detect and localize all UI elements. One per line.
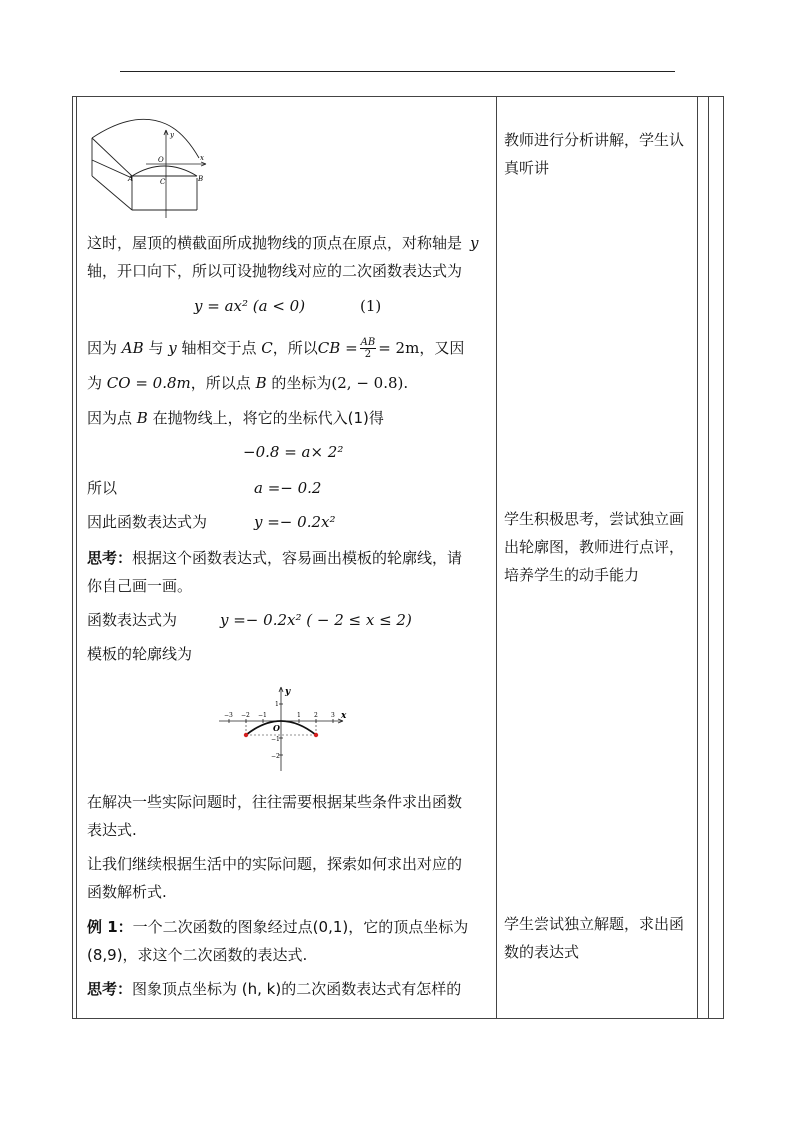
ytick-neg2: −2 [271, 753, 280, 760]
think1-label: 思考： [87, 549, 133, 567]
xtick-2: 2 [314, 712, 318, 719]
equation-2: −0.8 = a× 2² [243, 443, 344, 461]
equation-4: y =− 0.2x² [254, 513, 336, 531]
p5-point-b: B [136, 409, 148, 427]
p5-a: 因为点 [87, 409, 133, 427]
roof-diagram [84, 118, 214, 218]
ytick-1: 1 [275, 701, 279, 708]
think2-text: 图象顶点坐标为 (h, k)的二次函数表达式有怎样的 [132, 980, 462, 998]
fig1-c-label: C [160, 178, 166, 186]
paragraph-5 [87, 407, 384, 429]
fig1-x-label: x [200, 154, 204, 162]
p3-eq: = 2m [378, 339, 420, 357]
equation-1-tag: (1) [360, 297, 382, 315]
fig2-o-label: O [273, 723, 280, 733]
right-endpoint [314, 733, 318, 737]
p4-c: 的坐标为 [271, 374, 332, 392]
paragraph-6: 所以 [87, 479, 118, 497]
example-label: 例 1： [87, 918, 133, 936]
p3-y: y [168, 339, 177, 357]
p3-ab: AB [121, 339, 144, 357]
paragraph-4 [87, 372, 408, 394]
paragraph-9: 模板的轮廓线为 [87, 645, 193, 663]
paragraph-example-1-cont: (8,9)，求这个二次函数的表达式. [87, 946, 308, 964]
paragraph-think-1-cont: 你自己画一画。 [87, 577, 193, 595]
paragraph-example-1 [87, 916, 468, 938]
parabola-graph [215, 683, 355, 775]
paragraph-2: 轴，开口向下，所以可设抛物线对应的二次函数表达式为 [87, 262, 463, 280]
table-bottom-border [72, 1018, 724, 1019]
fig1-y-label: y [170, 131, 174, 139]
ytick-neg1: −1 [271, 736, 280, 743]
table-col-divider-2 [697, 96, 698, 1018]
paragraph-10-cont: 表达式. [87, 821, 137, 839]
p4-b: ，所以点 [190, 374, 251, 392]
paragraph-7: 因此函数表达式为 [87, 513, 208, 531]
fraction-ab-over-2 [360, 337, 377, 360]
right-note-3-line-1: 学生尝试独立解题，求出函 [504, 915, 685, 933]
right-note-2-line-1: 学生积极思考，尝试独立画 [504, 510, 685, 528]
right-note-1-line-2: 真听讲 [504, 159, 550, 177]
right-note-3-line-2: 数的表达式 [504, 943, 580, 961]
xtick-neg1: −1 [258, 712, 267, 719]
roof-back-arc [92, 119, 166, 138]
fig1-b-label: B [198, 175, 204, 183]
xtick-1: 1 [297, 712, 301, 719]
table-col-divider-3 [708, 96, 709, 1018]
right-note-1-line-1: 教师进行分析讲解，学生认 [504, 131, 685, 149]
table-inner-left-border [76, 96, 77, 1018]
table-top-border [72, 96, 724, 97]
fig2-y-label: y [285, 687, 291, 697]
example-text: 一个二次函数的图象经过点(0,1)，它的顶点坐标为 [132, 918, 469, 936]
think2-label: 思考： [87, 980, 133, 998]
xtick-neg2: −2 [241, 712, 250, 719]
equation-5: y =− 0.2x² ( − 2 ≤ x ≤ 2) [220, 611, 412, 629]
fig1-o-label: O [158, 156, 164, 164]
equation-3: a =− 0.2 [254, 479, 322, 497]
p4-point-b: B [255, 374, 267, 392]
front-roof-arc [132, 166, 197, 176]
table-right-border [723, 96, 724, 1018]
paragraph-11: 让我们继续根据生活中的实际问题，探索如何求出对应的 [87, 855, 463, 873]
p3-d: ，所以 [272, 339, 318, 357]
header-rule [120, 71, 675, 72]
equation-1 [194, 295, 305, 317]
paragraph-8: 函数表达式为 [87, 611, 178, 629]
p3-cb: CB = [317, 339, 358, 357]
paragraph-10: 在解决一些实际问题时，往往需要根据某些条件求出函数 [87, 793, 463, 811]
paragraph-1 [87, 232, 479, 254]
right-note-2-line-3: 培养学生的动手能力 [504, 566, 640, 584]
frac-num: AB [360, 337, 376, 348]
paragraph-think-2 [87, 978, 461, 1000]
p1-var: y [470, 234, 479, 252]
roof-right-arc [166, 124, 199, 158]
table-left-border [72, 96, 73, 1018]
p4-co: CO = 0.8m [106, 374, 191, 392]
p3-point-c: C [261, 339, 273, 357]
fig2-x-label: x [341, 711, 347, 721]
paragraph-think-1 [87, 547, 462, 569]
p3-c: 轴相交于点 [181, 339, 257, 357]
p4-a: 为 [87, 374, 103, 392]
p4-coord: (2, − 0.8). [331, 374, 409, 392]
fig1-a-label: A [128, 175, 134, 183]
p1-text: 这时，屋顶的横截面所成抛物线的顶点在原点，对称轴是 [87, 234, 463, 252]
xtick-neg3: −3 [224, 712, 233, 719]
paragraph-11-cont: 函数解析式. [87, 883, 167, 901]
frac-den: 2 [364, 349, 372, 360]
left-endpoint [244, 733, 248, 737]
p3-e: ，又因 [419, 339, 465, 357]
table-col-divider-1 [496, 96, 497, 1018]
xtick-3: 3 [331, 712, 335, 719]
p5-b: 在抛物线上，将它的坐标代入(1)得 [152, 409, 384, 427]
paragraph-3 [87, 337, 464, 360]
p3-a: 因为 [87, 339, 118, 357]
think1-text: 根据这个函数表达式，容易画出模板的轮廓线，请 [132, 549, 463, 567]
eq1-text: y = ax² (a < 0) [194, 297, 306, 315]
right-note-2-line-2: 出轮廓图，教师进行点评， [504, 538, 685, 556]
p3-b: 与 [148, 339, 164, 357]
